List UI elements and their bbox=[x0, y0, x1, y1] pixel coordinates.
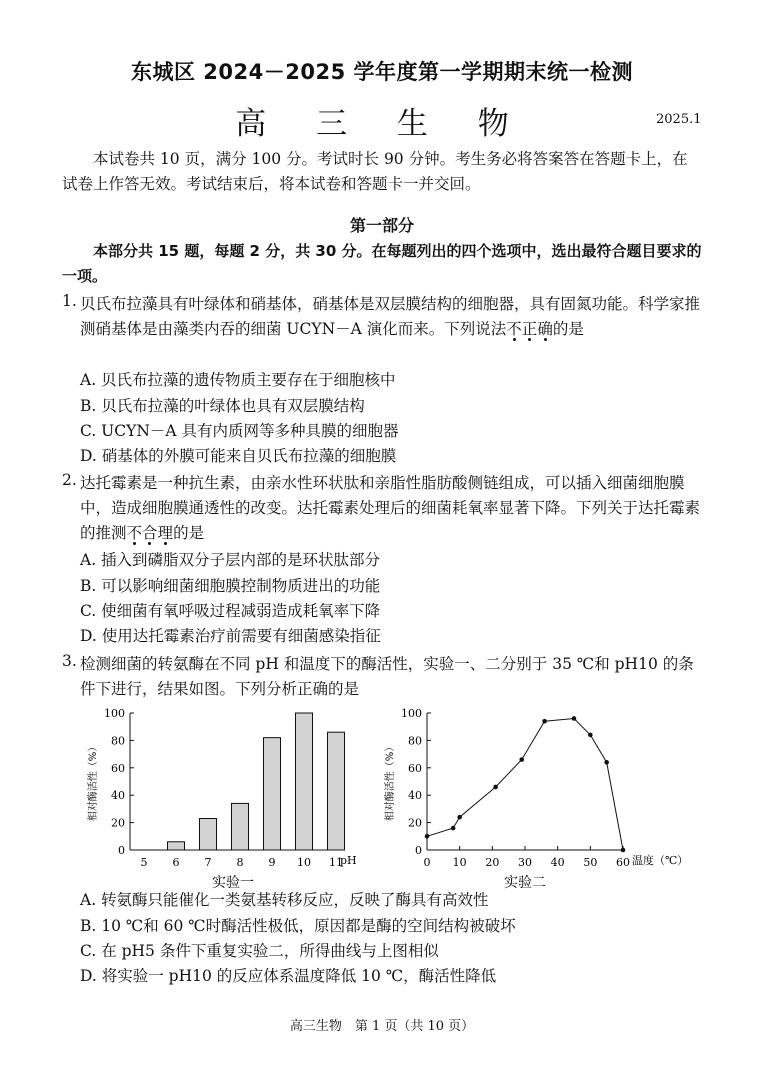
question-number: 1. bbox=[62, 292, 77, 310]
data-point bbox=[542, 719, 547, 724]
y-tick-label: 20 bbox=[408, 816, 422, 830]
question-stem: 贝氏布拉藻具有叶绿体和硝基体，硝基体是双层膜结构的细胞器，具有固氮功能。科学家推测硝基体是由藻类内吞的细菌 UCYN－A 演化而来。下列说法不正确的是 bbox=[80, 295, 701, 338]
y-axis-label: 相对酶活性（%） bbox=[88, 741, 99, 822]
data-point bbox=[493, 785, 498, 790]
data-point bbox=[572, 716, 577, 721]
x-tick-label: 10 bbox=[297, 856, 311, 869]
intro-text: 本试卷共 10 页，满分 100 分。考试时长 90 分钟。考生务必将答案答在答题卡上，在试卷上作答无效。考试结束后，将本试卷和答题卡一并交回。 bbox=[62, 150, 688, 193]
bar bbox=[232, 803, 249, 850]
option-d[interactable]: D. 使用达托霉素治疗前需要有细菌感染指征 bbox=[80, 627, 381, 645]
option-b[interactable]: B. 10 ℃和 60 ℃时酶活性极低，原因都是酶的空间结构被破坏 bbox=[80, 917, 516, 935]
x-tick-label: 10 bbox=[452, 856, 467, 869]
y-tick-label: 80 bbox=[111, 734, 125, 748]
option-c[interactable]: C. 在 pH5 条件下重复实验二，所得曲线与上图相似 bbox=[80, 942, 439, 960]
data-point bbox=[425, 834, 430, 839]
subject-title: 高 三 生 物 bbox=[235, 106, 529, 142]
exam-title: 东城区 2024－2025 学年度第一学期期末统一检测 bbox=[130, 60, 633, 84]
x-tick-label: 0 bbox=[423, 856, 431, 869]
x-tick-label: 9 bbox=[268, 856, 276, 869]
option-d[interactable]: D. 硝基体的外膜可能来自贝氏布拉藻的细胞膜 bbox=[80, 447, 397, 465]
option-b[interactable]: B. 贝氏布拉藻的叶绿体也具有双层膜结构 bbox=[80, 397, 365, 415]
question-stem: 达托霉素是一种抗生素，由亲水性环状肽和亲脂性脂肪酸侧链组成，可以插入细菌细胞膜中，造成细胞膜通透性的改变。达托霉素处理后的细菌耗氧率显著下降。下列关于达托霉素的推测不合理的是 bbox=[80, 474, 701, 542]
data-point bbox=[604, 760, 609, 765]
emphasis-char: 合 bbox=[142, 524, 158, 542]
y-tick-label: 40 bbox=[408, 789, 422, 803]
part-instructions: 本部分共 15 题，每题 2 分，共 30 分。在每题列出的四个选项中，选出最符合题目要求的一项。 bbox=[62, 242, 702, 285]
bar bbox=[168, 842, 185, 850]
emphasis-char: 理 bbox=[157, 524, 174, 542]
series-line bbox=[427, 718, 623, 850]
data-point bbox=[451, 826, 456, 831]
x-tick-label: 30 bbox=[518, 856, 532, 869]
option-a[interactable]: A. 贝氏布拉藻的遗传物质主要存在于细胞核中 bbox=[80, 371, 396, 389]
bar bbox=[328, 732, 345, 850]
x-axis-label: 温度（℃） bbox=[632, 854, 689, 867]
x-tick-label: 8 bbox=[236, 856, 244, 869]
emphasis-char: 正 bbox=[521, 320, 538, 338]
question-number: 3. bbox=[62, 652, 77, 670]
y-tick-label: 0 bbox=[118, 844, 125, 857]
y-tick-label: 80 bbox=[408, 734, 422, 748]
emphasis-char: 不 bbox=[506, 320, 522, 338]
y-tick-label: 60 bbox=[111, 761, 125, 775]
y-tick-label: 0 bbox=[415, 844, 422, 857]
x-tick-label: 7 bbox=[204, 856, 212, 869]
bar bbox=[264, 738, 281, 850]
chart-title: 实验一 bbox=[212, 875, 254, 891]
y-tick-label: 20 bbox=[111, 816, 125, 830]
x-axis-label: pH bbox=[340, 854, 357, 867]
y-tick-label: 60 bbox=[408, 761, 422, 775]
option-c[interactable]: C. UCYN－A 具有内质网等多种具膜的细胞器 bbox=[80, 422, 399, 440]
question-number: 2. bbox=[62, 471, 77, 489]
y-tick-label: 100 bbox=[401, 707, 422, 720]
x-tick-label: 5 bbox=[140, 856, 148, 869]
question-stem: 检测细菌的转氨酶在不同 pH 和温度下的酶活性，实验一、二分别于 35 ℃和 pH10 的条件下进行，结果如图。下列分析正确的是 bbox=[80, 655, 694, 698]
data-point bbox=[457, 815, 462, 820]
emphasis-char: 确 bbox=[537, 320, 553, 338]
data-point bbox=[621, 848, 626, 853]
option-c[interactable]: C. 使细菌有氧呼吸过程减弱造成耗氧率下降 bbox=[80, 602, 381, 620]
part-title: 第一部分 bbox=[349, 216, 414, 235]
x-tick-label: 11 bbox=[329, 856, 343, 869]
option-a[interactable]: A. 转氨酶只能催化一类氨基转移反应，反映了酶具有高效性 bbox=[80, 891, 489, 909]
emphasis-char: 不 bbox=[126, 524, 143, 542]
y-tick-label: 100 bbox=[104, 707, 125, 720]
bar bbox=[296, 713, 313, 850]
line-chart-experiment-2 bbox=[380, 700, 710, 895]
y-axis-label: 相对酶活性（%） bbox=[385, 741, 396, 822]
option-b[interactable]: B. 可以影响细菌细胞膜控制物质进出的功能 bbox=[80, 577, 381, 595]
bar bbox=[200, 818, 217, 850]
x-tick-label: 20 bbox=[485, 856, 500, 869]
x-tick-label: 40 bbox=[550, 856, 565, 869]
x-tick-label: 6 bbox=[172, 856, 180, 869]
page-footer: 高三生物 第 1 页（共 10 页） bbox=[289, 1019, 475, 1034]
data-point bbox=[519, 757, 524, 762]
y-tick-label: 40 bbox=[111, 789, 125, 803]
exam-date: 2025.1 bbox=[656, 112, 702, 127]
option-a[interactable]: A. 插入到磷脂双分子层内部的是环状肽部分 bbox=[80, 551, 381, 569]
x-tick-label: 60 bbox=[616, 856, 630, 869]
data-point bbox=[588, 733, 593, 738]
chart-title: 实验二 bbox=[504, 875, 546, 891]
bar-chart-experiment-1 bbox=[78, 700, 378, 895]
x-tick-label: 50 bbox=[583, 856, 598, 869]
option-d[interactable]: D. 将实验一 pH10 的反应体系温度降低 10 ℃，酶活性降低 bbox=[80, 967, 497, 985]
